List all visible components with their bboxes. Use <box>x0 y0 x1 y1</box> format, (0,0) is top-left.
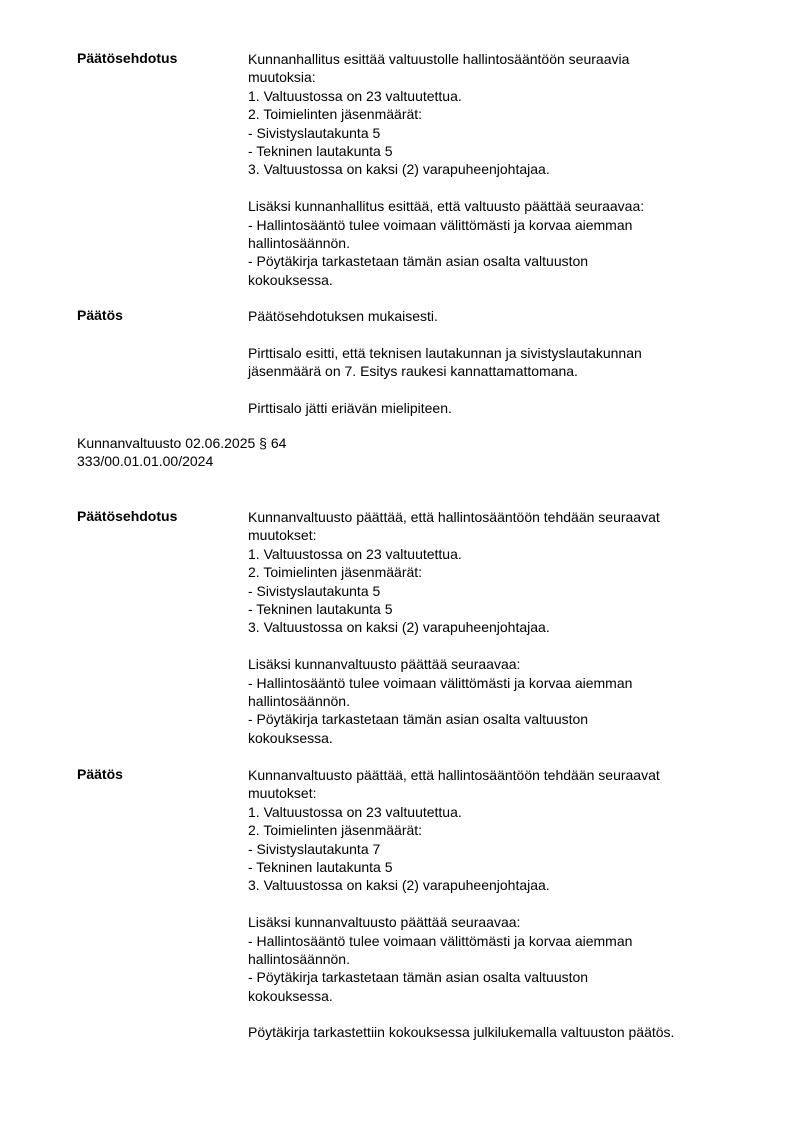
section-content <box>248 766 748 1042</box>
text-line: - Tekninen lautakunta 5 <box>248 858 393 875</box>
text-line: 2. Toimielinten jäsenmäärät: <box>248 564 423 581</box>
text-line: - Pöytäkirja tarkastetaan tämän asian osalta valtuuston <box>248 969 589 986</box>
text-line: Pöytäkirja tarkastettiin kokouksessa julkilukemalla valtuuston päätös. <box>248 1024 675 1041</box>
text-line: Lisäksi kunnanhallitus esittää, että valtuusto päättää seuraavaa: <box>248 198 645 215</box>
text-line: 1. Valtuustossa on 23 valtuutettua. <box>248 803 462 820</box>
text-line: Lisäksi kunnanvaltuusto päättää seuraavaa: <box>248 656 521 673</box>
text-line: - Pöytäkirja tarkastetaan tämän asian osalta valtuuston <box>248 253 589 270</box>
text-line: 3. Valtuustossa on kaksi (2) varapuheenjohtajaa. <box>248 161 550 178</box>
text-line: hallintosäännön. <box>248 234 350 251</box>
section-label: Päätös <box>77 307 123 323</box>
text-line: kokouksessa. <box>248 271 333 288</box>
text-line: - Sivistyslautakunta 7 <box>248 840 381 857</box>
section-content <box>248 508 748 747</box>
text-line: kokouksessa. <box>248 987 333 1004</box>
meeting-date: Kunnanvaltuusto 02.06.2025 § 64 <box>77 435 287 451</box>
text-line: 3. Valtuustossa on kaksi (2) varapuheenjohtajaa. <box>248 619 550 636</box>
text-line: - Sivistyslautakunta 5 <box>248 582 381 599</box>
text-line: muutokset: <box>248 527 317 544</box>
text-line: muutokset: <box>248 785 317 802</box>
text-line: muutoksia: <box>248 69 316 86</box>
text-line: jäsenmäärä on 7. Esitys raukesi kannattamattomana. <box>248 363 578 380</box>
text-line: 1. Valtuustossa on 23 valtuutettua. <box>248 87 462 104</box>
section-label: Päätösehdotus <box>77 508 178 524</box>
text-line: - Tekninen lautakunta 5 <box>248 600 393 617</box>
paragraph-gap <box>248 637 748 655</box>
text-line: Päätösehdotuksen mukaisesti. <box>248 308 438 324</box>
paragraph-gap <box>248 325 748 343</box>
case-number: 333/00.01.01.00/2024 <box>77 453 214 470</box>
paragraph-gap <box>248 179 748 197</box>
text-line: kokouksessa. <box>248 729 333 746</box>
text-line: Pirttisalo esitti, että teknisen lautakunnan ja sivistyslautakunnan <box>248 344 642 361</box>
paragraph-gap <box>248 895 748 913</box>
text-line: Kunnanhallitus esittää valtuustolle hallintosääntöön seuraavia <box>248 51 630 67</box>
section-label: Päätösehdotus <box>77 50 178 66</box>
text-line: - Hallintosääntö tulee voimaan välittömästi ja korvaa aiemman <box>248 674 633 691</box>
text-line: - Hallintosääntö tulee voimaan välittömästi ja korvaa aiemman <box>248 216 633 233</box>
text-line: 3. Valtuustossa on kaksi (2) varapuheenjohtajaa. <box>248 877 550 894</box>
text-line: - Pöytäkirja tarkastetaan tämän asian osalta valtuuston <box>248 711 589 728</box>
section-content <box>248 307 748 417</box>
paragraph-gap <box>248 381 748 399</box>
text-line: - Tekninen lautakunta 5 <box>248 142 393 159</box>
paragraph-gap <box>248 1005 748 1023</box>
text-line: hallintosäännön. <box>248 692 350 709</box>
meeting-reference <box>77 434 477 471</box>
text-line: 2. Toimielinten jäsenmäärät: <box>248 106 423 123</box>
text-line: Lisäksi kunnanvaltuusto päättää seuraavaa: <box>248 914 521 931</box>
section-label: Päätös <box>77 766 123 782</box>
text-line: 2. Toimielinten jäsenmäärät: <box>248 822 423 839</box>
text-line: Pirttisalo jätti eriävän mielipiteen. <box>248 399 452 416</box>
text-line: Kunnanvaltuusto päättää, että hallintosääntöön tehdään seuraavat <box>248 509 660 525</box>
text-line: - Sivistyslautakunta 5 <box>248 124 381 141</box>
text-line: - Hallintosääntö tulee voimaan välittömästi ja korvaa aiemman <box>248 932 633 949</box>
text-line: 1. Valtuustossa on 23 valtuutettua. <box>248 545 462 562</box>
section-content <box>248 50 748 289</box>
text-line: Kunnanvaltuusto päättää, että hallintosääntöön tehdään seuraavat <box>248 767 660 783</box>
text-line: hallintosäännön. <box>248 950 350 967</box>
